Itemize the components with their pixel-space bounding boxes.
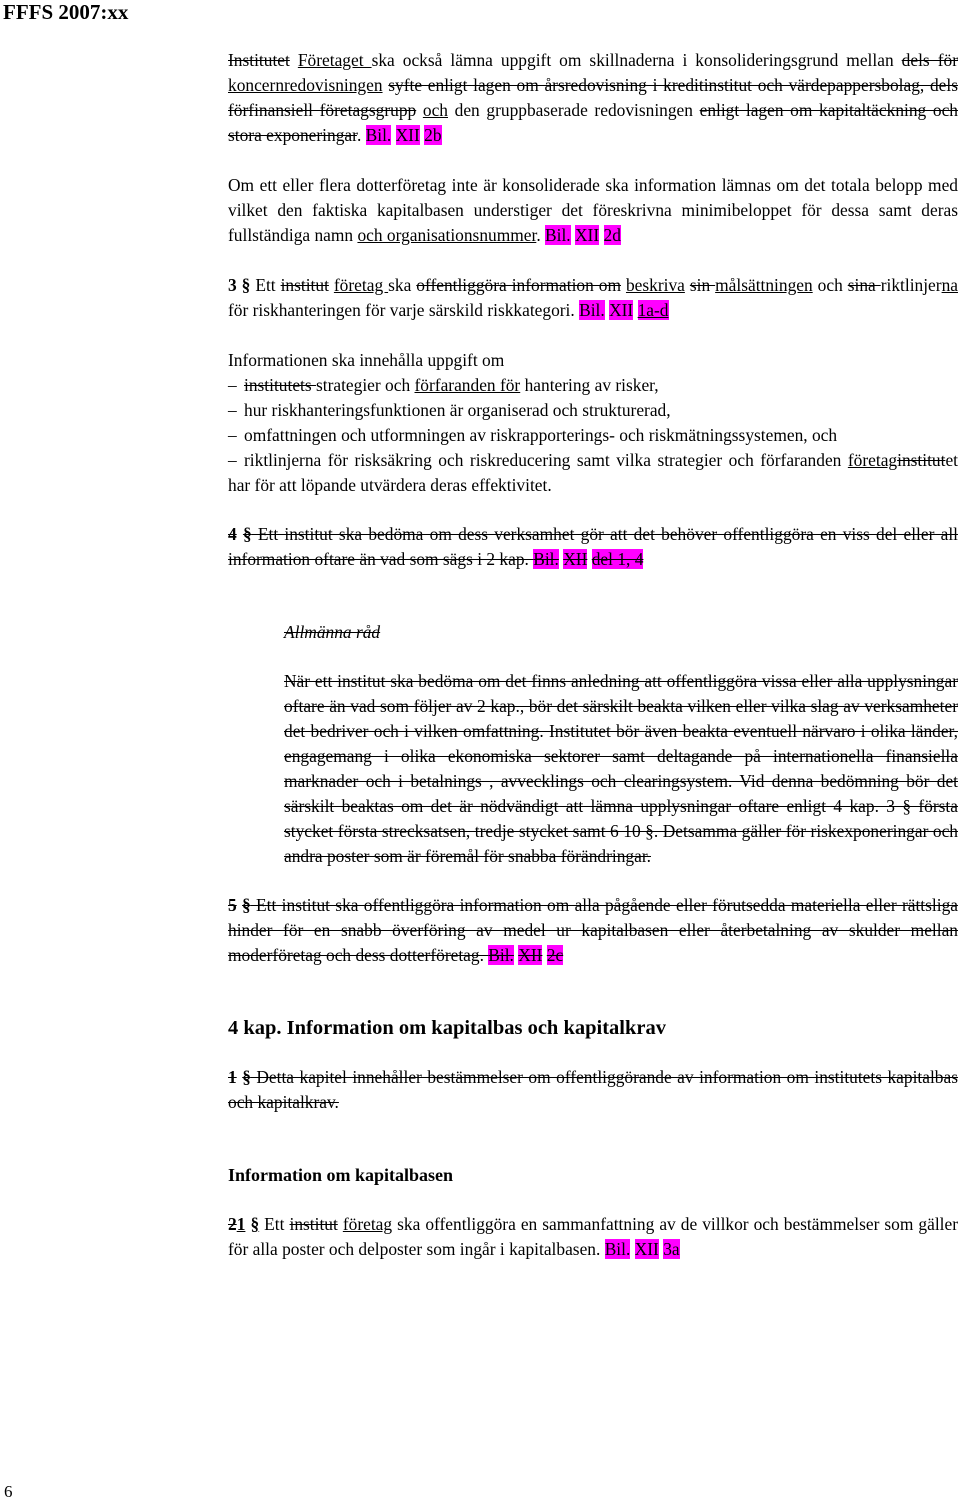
text-run: Detta kapitel innehåller bestämmelser om offentliggörande av information om institutets kapitalbas och kapitalkrav. xyxy=(228,1067,958,1112)
text-run: Bil. xyxy=(365,125,392,145)
text-run: ska offentliggöra en sammanfattning av de villkor och bestämmelser som gäller för alla poster och delposter som ingår i kapitalbasen. xyxy=(228,1214,958,1259)
text-run: institutets xyxy=(244,375,316,395)
text-run: . xyxy=(356,125,366,145)
text-run: 2 xyxy=(228,1214,237,1234)
text-run: institut xyxy=(289,1214,338,1234)
text-run: och xyxy=(812,275,848,295)
spacer xyxy=(228,1115,958,1163)
paragraph xyxy=(228,348,958,373)
text-run: förfaranden för xyxy=(414,375,521,395)
paragraph xyxy=(228,1212,958,1262)
spacer xyxy=(228,968,958,1016)
dash-list-item xyxy=(228,373,958,398)
text-run: företag xyxy=(847,450,898,470)
text-run: Information om kapitalbasen xyxy=(228,1165,454,1185)
text-run: strategier och xyxy=(315,375,415,395)
text-run: institut xyxy=(897,450,946,470)
text-run: 4 kap. Information om kapitalbas och kapitalkrav xyxy=(228,1017,666,1039)
text-run: När ett institut ska bedöma om det finns anledning att offentliggöra vissa eller alla upplysningar oftare än vad som följer av 2 kap., bör det särskilt beakta vilken eller vilka slag av verksamheter det bedriver och i vilken omfattning. Institutet bör även beakta eventuell närvaro i olika länder, engagemang i olika ekonomiska sektorer samt deltagande på internationella finansiella marknader och i betalnings , avvecklings och clearingsystem. Vid denna bedömning bör det särskilt beaktas om det är nödvändigt att lämna upplysningar oftare enligt 4 kap. 3 § första stycket första strecksatsen, tredje stycket samt 6 10 §. Detsamma gäller för riskexponeringar och andra poster som är föremål för snabba förändringar. xyxy=(284,671,958,866)
dash-bullet: – xyxy=(228,400,237,420)
text-run: sina xyxy=(847,275,881,295)
text-run: Om ett eller flera dotterföretag inte är konsoliderade ska information lämnas om det totala belopp med vilket den faktiska kapitalbasen understiger det föreskrivna minimibeloppet för dessa samt deras fullständiga namn xyxy=(228,175,958,245)
spacer xyxy=(228,148,958,173)
dash-list-item xyxy=(228,398,958,423)
text-run: 2d xyxy=(603,225,621,245)
text-run: och organisationsnummer xyxy=(357,225,537,245)
text-run: hur riskhanteringsfunktionen är organiserad och strukturerad, xyxy=(244,400,671,420)
text-run: Informationen ska innehålla uppgift om xyxy=(228,350,505,370)
text-run: XII xyxy=(575,225,600,245)
text-run: 3a xyxy=(663,1239,680,1259)
text-run: § xyxy=(242,1067,251,1087)
dash-bullet: – xyxy=(228,450,237,470)
text-run: företag xyxy=(342,1214,393,1234)
dash-bullet: – xyxy=(228,425,237,445)
text-run: XII xyxy=(395,125,420,145)
chapter-heading xyxy=(228,1016,958,1041)
text-run: XII xyxy=(609,300,634,320)
page-number: 6 xyxy=(4,1482,13,1501)
text-run: den gruppbaserade redovisningen xyxy=(448,100,700,120)
spacer xyxy=(228,645,958,669)
document-body xyxy=(228,48,958,1262)
text-run: och xyxy=(422,100,448,120)
text-run: Institutet xyxy=(228,50,290,70)
text-run: riktlinjerna för risksäkring och riskreducering samt vilka strategier och förfaranden xyxy=(244,450,848,470)
section-heading xyxy=(228,1163,958,1188)
text-run: § xyxy=(242,524,252,544)
text-run: 1 xyxy=(228,1067,237,1087)
text-run: Bil. xyxy=(579,300,605,320)
text-run: ska också lämna uppgift om skillnaderna i konsolideringsgrund mellan xyxy=(371,50,902,70)
text-run: § xyxy=(250,1214,260,1234)
text-run: Ett institut ska bedöma om dess verksamhet gör att det behöver offentliggöra en viss del eller all information oftare än vad som sägs i 2 kap. xyxy=(228,524,958,569)
text-run: 1a-d xyxy=(637,300,669,320)
spacer xyxy=(228,1041,958,1065)
text-run: del 1, 4 xyxy=(591,549,644,569)
text-run: sin xyxy=(689,275,716,295)
text-run: målsättningen xyxy=(715,275,813,295)
text-run: Bil. xyxy=(545,225,571,245)
text-run: Ett institut ska offentliggöra information om alla pågående eller förutsedda materiella eller rättsliga hinder för en snabb överföring av medel ur kapitalbasen eller återbetalning av skulder mellan moderföretag och dess dotterföretag. xyxy=(228,895,958,965)
paragraph xyxy=(228,48,958,148)
text-run: Ett xyxy=(250,275,281,295)
text-run: institut xyxy=(280,275,329,295)
text-run: Bil. xyxy=(488,945,514,965)
spacer xyxy=(228,323,958,348)
spacer xyxy=(228,572,958,620)
paragraph xyxy=(228,893,958,968)
text-run: hantering av risker, xyxy=(520,375,659,395)
text-run: koncernredovisningen xyxy=(228,75,383,95)
text-run: riktlinjer xyxy=(880,275,942,295)
text-run: ska xyxy=(388,275,417,295)
spacer xyxy=(228,498,958,522)
text-run: Allmänna råd xyxy=(284,622,381,642)
text-run: . xyxy=(536,225,546,245)
text-run: 4 xyxy=(228,524,237,544)
spacer xyxy=(228,869,958,893)
text-run: 3 xyxy=(228,275,237,295)
text-run: för riskhanteringen för varje särskild riskkategori. xyxy=(228,300,580,320)
text-run: XII xyxy=(634,1239,659,1259)
text-run: XII xyxy=(518,945,543,965)
text-run xyxy=(290,50,298,70)
text-run: beskriva xyxy=(625,275,685,295)
text-run xyxy=(416,100,423,120)
text-run: 2b xyxy=(424,125,442,145)
spacer xyxy=(228,1188,958,1212)
text-run xyxy=(633,300,637,320)
text-run: enligt lagen om kapitaltäckning och stora exponeringar xyxy=(228,100,958,145)
general-advice-paragraph xyxy=(284,669,958,869)
document-header: FFFS 2007:xx xyxy=(3,0,129,24)
text-run: dels för xyxy=(901,50,958,70)
general-advice-paragraph xyxy=(284,620,958,645)
text-run: et har för att löpande utvärdera deras effektivitet. xyxy=(228,450,958,495)
text-run: XII xyxy=(563,549,588,569)
text-run: 5 xyxy=(228,895,237,915)
text-run: § xyxy=(242,895,251,915)
text-run: offentliggöra information om xyxy=(416,275,621,295)
text-run: na xyxy=(941,275,958,295)
text-run: 1 xyxy=(236,1214,246,1234)
text-run xyxy=(599,225,603,245)
dash-list-item xyxy=(228,423,958,448)
paragraph xyxy=(228,273,958,323)
text-run: syfte enligt lagen om årsredovisning i kreditinstitut och värdepappersbolag, dels förfinansiell företagsgrupp xyxy=(228,75,958,120)
paragraph xyxy=(228,173,958,248)
spacer xyxy=(228,248,958,273)
text-run: Bil. xyxy=(604,1239,631,1259)
text-run xyxy=(391,125,395,145)
text-run: 2c xyxy=(546,945,564,965)
text-run: Ett xyxy=(259,1214,290,1234)
paragraph xyxy=(228,522,958,572)
paragraph xyxy=(228,1065,958,1115)
dash-list-item xyxy=(228,448,958,498)
dash-bullet: – xyxy=(228,375,237,395)
text-run: omfattningen och utformningen av riskrapporterings- och riskmätningssystemen, och xyxy=(244,425,838,445)
text-run: § xyxy=(241,275,251,295)
text-run: företag xyxy=(333,275,389,295)
text-run: Företaget xyxy=(297,50,372,70)
text-run: Bil. xyxy=(533,549,559,569)
